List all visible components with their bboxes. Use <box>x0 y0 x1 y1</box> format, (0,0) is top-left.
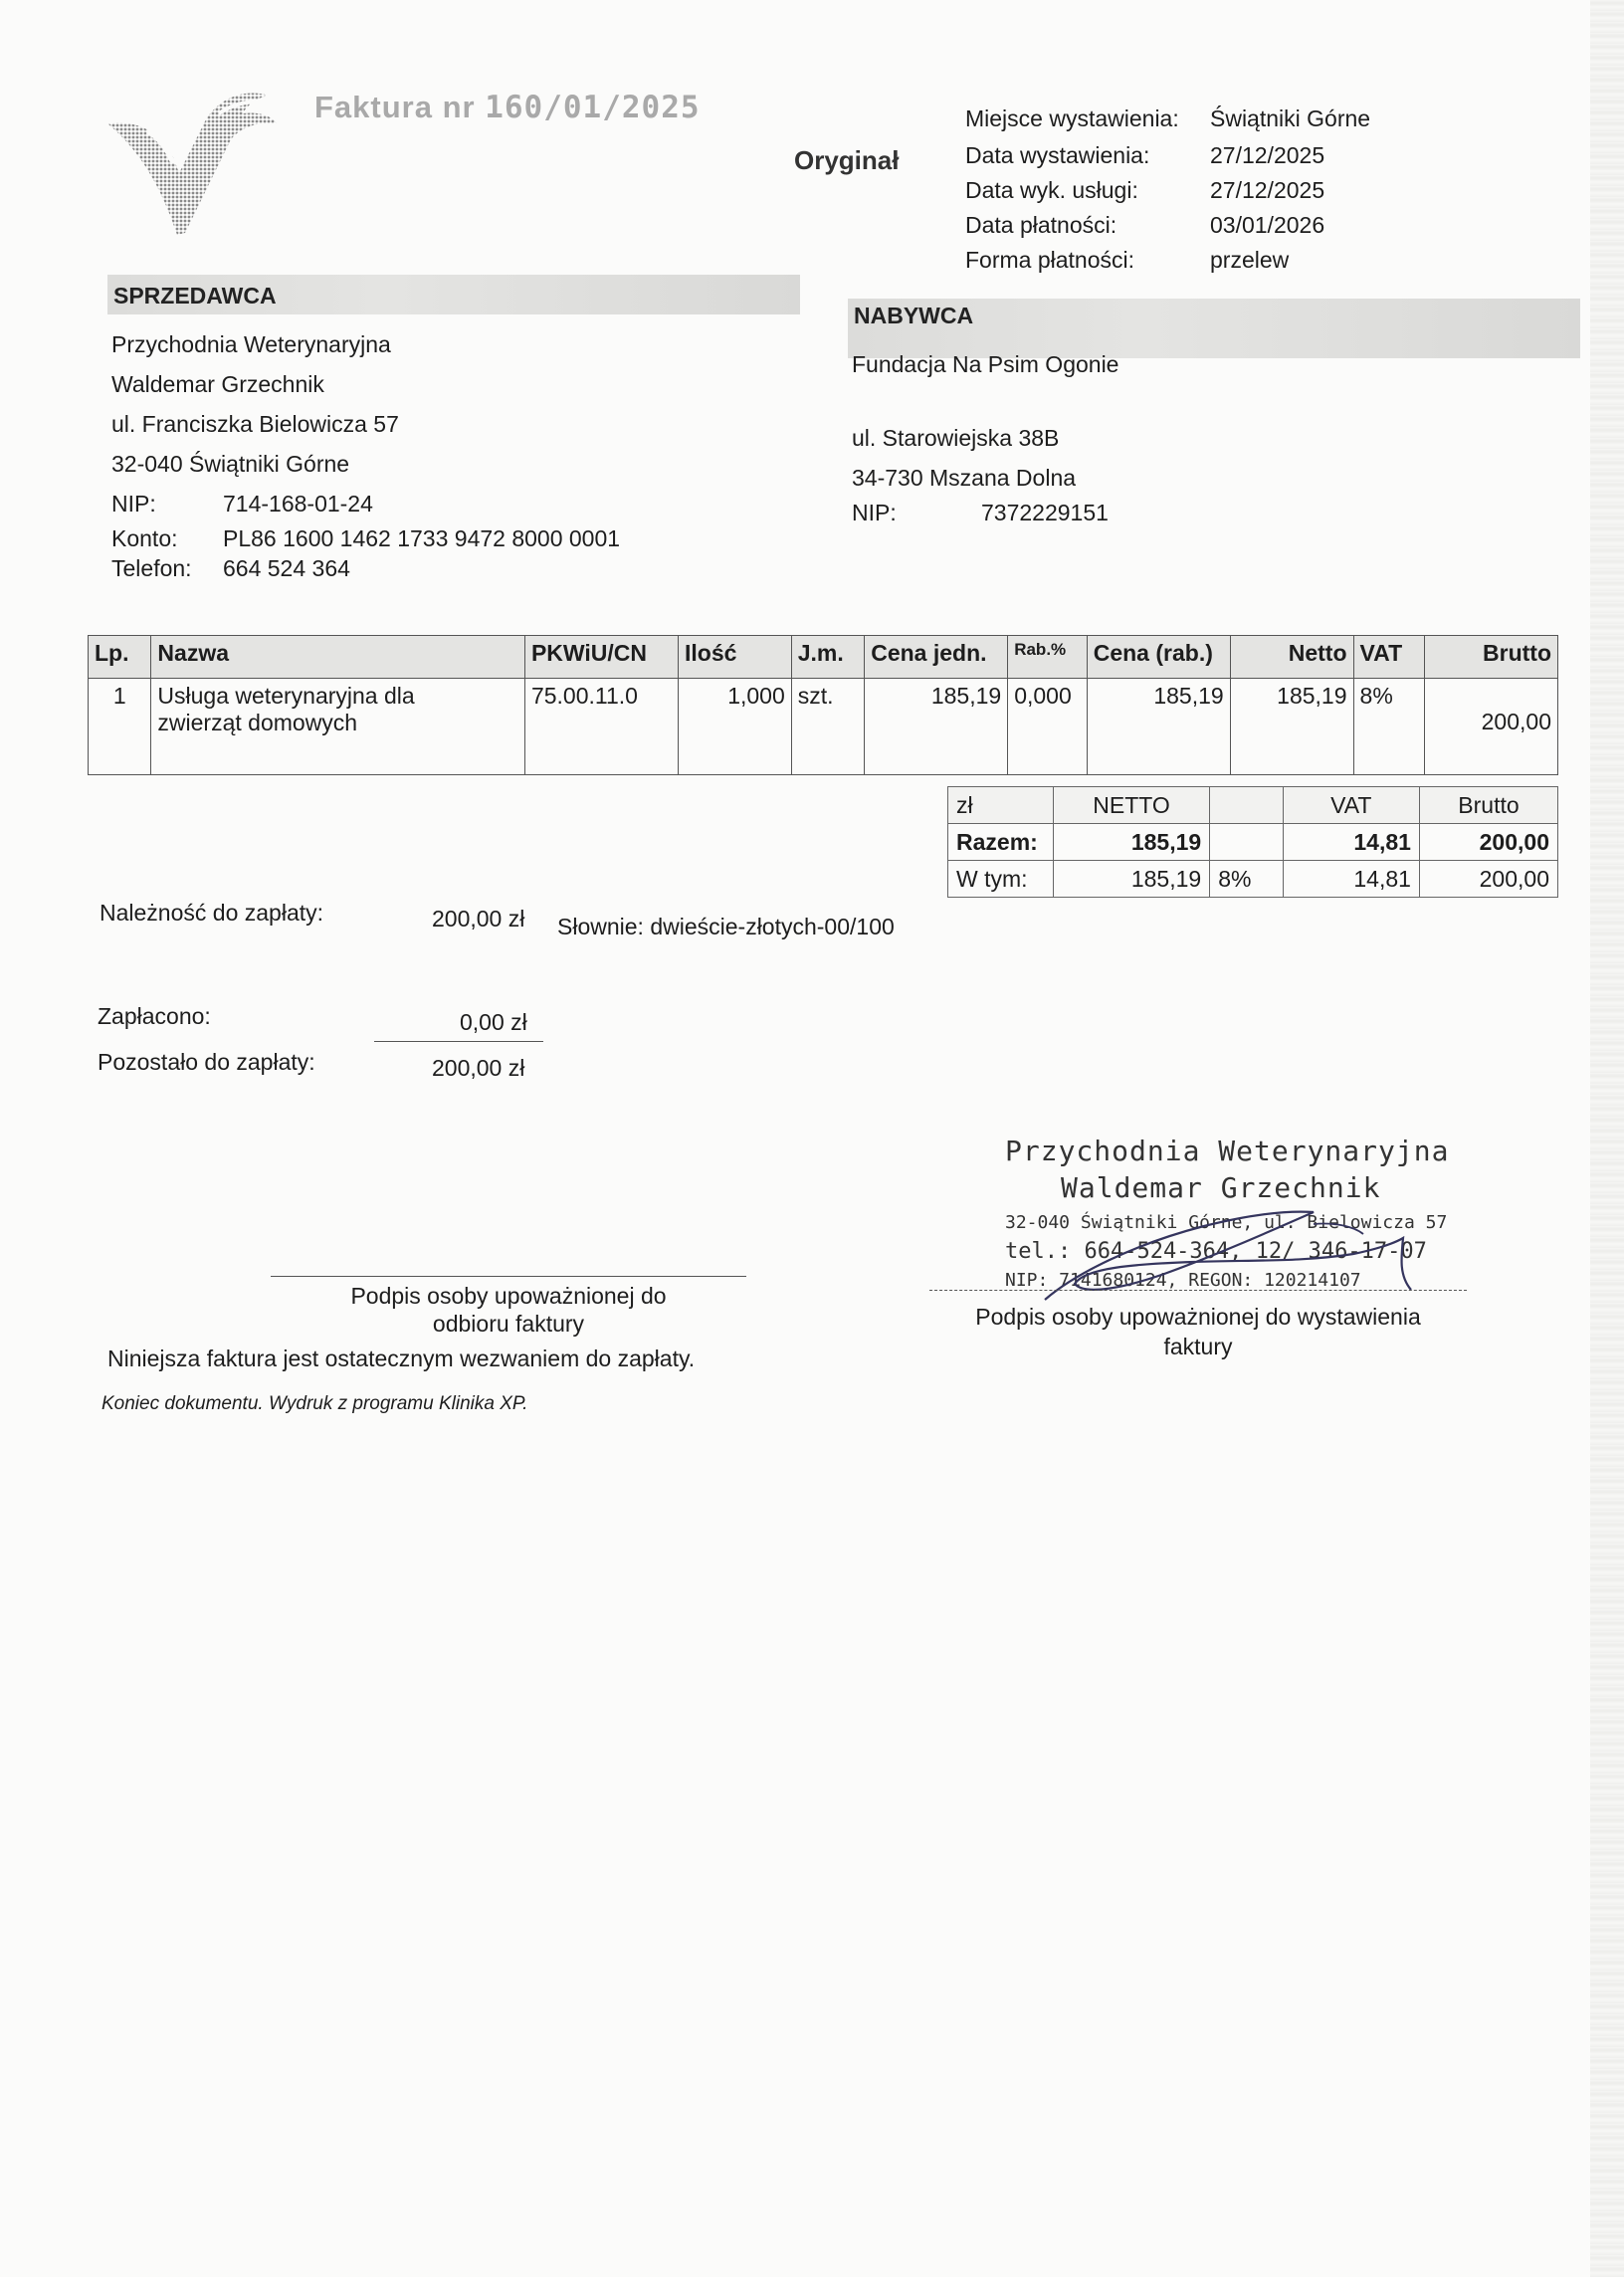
cell-name-line-1: Usługa weterynaryjna dla <box>157 683 415 709</box>
summary-col-net: NETTO <box>1053 787 1209 824</box>
buyer-street: ul. Starowiejska 38B <box>852 425 1060 451</box>
stamp-line-2: Waldemar Grzechnik <box>1061 1171 1381 1204</box>
cell-qty: 1,000 <box>678 679 791 775</box>
cell-lp: 1 <box>89 679 151 775</box>
cell-unit: szt. <box>791 679 864 775</box>
table-row <box>89 679 1558 775</box>
buyer-city: 34-730 Mszana Dolna <box>852 465 1077 491</box>
paid-underline <box>374 1041 543 1042</box>
meta-value: przelew <box>1210 247 1290 273</box>
meta-label: Data płatności: <box>965 212 1117 238</box>
summary-total-row <box>948 824 1558 861</box>
summary-of-which-vat: 14,81 <box>1283 861 1419 898</box>
buyer-nip-label: NIP: <box>852 500 897 525</box>
handwritten-signature <box>1015 1204 1513 1314</box>
scan-edge-artifact <box>1590 0 1624 2277</box>
buyer-name-spacer <box>852 384 1118 418</box>
remaining-label: Pozostało do zapłaty: <box>98 1049 315 1075</box>
amount-due-label: Należność do zapłaty: <box>100 900 324 926</box>
receiver-caption-line-2: odbioru faktury <box>432 1311 585 1337</box>
items-table <box>88 635 1558 775</box>
amount-due-value: 200,00 zł <box>432 906 525 932</box>
seller-account-row <box>111 523 620 553</box>
seller-city: 32-040 Świątniki Górne <box>111 451 350 477</box>
buyer-nip-row <box>852 498 1118 527</box>
seller-phone-row <box>111 553 620 583</box>
summary-table <box>947 786 1558 898</box>
receiver-signature-line <box>271 1276 746 1277</box>
seller-street: ul. Franciszka Bielowicza 57 <box>111 411 399 437</box>
meta-value: 27/12/2025 <box>1210 177 1325 203</box>
remaining-value: 200,00 zł <box>432 1055 525 1081</box>
summary-col-gross: Brutto <box>1419 787 1557 824</box>
col-pkwiu: PKWiU/CN <box>524 636 678 679</box>
clinic-logo-icon <box>107 84 277 239</box>
summary-total-vat: 14,81 <box>1283 824 1419 861</box>
col-vat: VAT <box>1353 636 1424 679</box>
meta-value: 27/12/2025 <box>1210 142 1325 168</box>
final-note: Niniejsza faktura jest ostatecznym wezwaniem do zapłaty. <box>107 1346 696 1371</box>
issuer-caption-line-2: faktury <box>1163 1334 1233 1359</box>
col-gross: Brutto <box>1425 636 1558 679</box>
summary-of-which-row <box>948 861 1558 898</box>
seller-phone-label: Telefon: <box>111 555 192 581</box>
buyer-block <box>852 344 1118 527</box>
col-net: Netto <box>1230 636 1353 679</box>
buyer-heading: NABYWCA <box>854 303 974 328</box>
seller-heading: SPRZEDAWCA <box>113 283 277 309</box>
issuer-signature-caption <box>929 1302 1467 1361</box>
cell-name <box>151 679 525 775</box>
col-qty: Ilość <box>678 636 791 679</box>
copy-label: Oryginał <box>794 145 900 175</box>
cell-pkwiu: 75.00.11.0 <box>524 679 678 775</box>
amount-in-words: Słownie: dwieście-złotych-00/100 <box>557 914 895 939</box>
seller-nip-label: NIP: <box>111 491 156 517</box>
summary-total-net: 185,19 <box>1053 824 1209 861</box>
seller-nip-row <box>111 484 620 523</box>
stamp-line-4: tel.: 664-524-364, 12/ 346-17-07 <box>1005 1239 1427 1264</box>
meta-row-place <box>965 102 1370 136</box>
summary-total-rate <box>1210 824 1283 861</box>
summary-col-rate <box>1210 787 1283 824</box>
meta-label: Data wystawienia: <box>965 142 1150 168</box>
meta-row-due-date <box>965 208 1370 243</box>
stamp-line-5: NIP: 7141680124, REGON: 120214107 <box>1005 1270 1361 1291</box>
receiver-caption-line-1: Podpis osoby upoważnionej do <box>350 1283 667 1309</box>
seller-name-1: Przychodnia Weterynaryjna <box>111 331 391 357</box>
issuer-caption-line-1: Podpis osoby upoważnionej do wystawienia <box>975 1304 1421 1330</box>
invoice-number: 160/01/2025 <box>485 90 701 125</box>
cell-price: 185,19 <box>865 679 1008 775</box>
summary-of-which-rate: 8% <box>1210 861 1283 898</box>
invoice-title-prefix: Faktura nr <box>314 90 476 124</box>
seller-nip: 714-168-01-24 <box>223 491 373 517</box>
meta-value: Świątniki Górne <box>1210 105 1371 131</box>
invoice-title <box>314 90 701 125</box>
seller-account: PL86 1600 1462 1733 9472 8000 0001 <box>223 525 621 551</box>
meta-label: Data wyk. usługi: <box>965 177 1138 203</box>
stamp-line-1: Przychodnia Weterynaryjna <box>1005 1135 1450 1167</box>
summary-of-which-gross: 200,00 <box>1419 861 1557 898</box>
buyer-nip: 7372229151 <box>981 500 1109 525</box>
col-name: Nazwa <box>151 636 525 679</box>
buyer-name: Fundacja Na Psim Ogonie <box>852 351 1119 377</box>
summary-total-gross: 200,00 <box>1419 824 1557 861</box>
paid-value: 0,00 zł <box>460 1009 527 1035</box>
receiver-signature-caption <box>271 1282 746 1338</box>
meta-label: Forma płatności: <box>965 247 1135 273</box>
end-note: Koniec dokumentu. Wydruk z programu Klinika XP. <box>102 1393 528 1414</box>
seller-phone: 664 524 364 <box>223 555 350 581</box>
cell-name-line-2: zwierząt domowych <box>157 710 358 735</box>
stamp-line-3: 32-040 Świątniki Górne, ul. Bielowicza 57 <box>1005 1212 1448 1233</box>
col-unit: J.m. <box>791 636 864 679</box>
col-price-discounted: Cena (rab.) <box>1087 636 1230 679</box>
meta-value: 03/01/2026 <box>1210 212 1325 238</box>
cell-price-discounted: 185,19 <box>1087 679 1230 775</box>
summary-of-which-label: W tym: <box>948 861 1054 898</box>
cell-gross: 200,00 <box>1425 679 1558 775</box>
paid-label: Zapłacono: <box>98 1003 211 1029</box>
summary-total-label: Razem: <box>948 824 1054 861</box>
summary-col-vat: VAT <box>1283 787 1419 824</box>
items-header-row <box>89 636 1558 679</box>
issuer-signature-line <box>929 1290 1467 1291</box>
seller-name-2: Waldemar Grzechnik <box>111 371 324 397</box>
cell-vat: 8% <box>1353 679 1424 775</box>
meta-label: Miejsce wystawienia: <box>965 105 1179 131</box>
seller-block <box>111 324 620 583</box>
summary-of-which-net: 185,19 <box>1053 861 1209 898</box>
col-price: Cena jedn. <box>865 636 1008 679</box>
seller-account-label: Konto: <box>111 525 178 551</box>
invoice-meta <box>965 102 1370 278</box>
col-discount: Rab.% <box>1008 636 1088 679</box>
cell-discount: 0,000 <box>1008 679 1088 775</box>
meta-row-service-date <box>965 173 1370 208</box>
col-lp: Lp. <box>89 636 151 679</box>
summary-header-row <box>948 787 1558 824</box>
cell-net: 185,19 <box>1230 679 1353 775</box>
meta-row-payment-method <box>965 243 1370 278</box>
meta-row-issue-date <box>965 138 1370 173</box>
summary-currency: zł <box>948 787 1054 824</box>
